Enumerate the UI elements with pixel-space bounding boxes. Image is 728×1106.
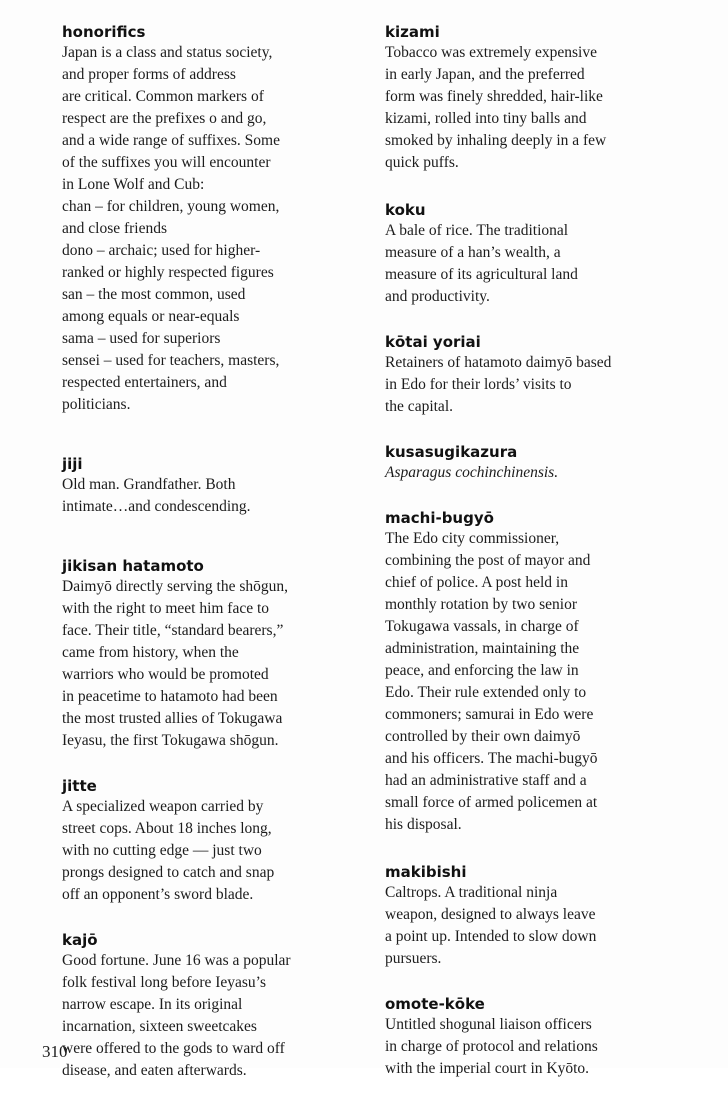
definition-line: came from history, when the bbox=[62, 644, 239, 661]
definition-line: Tobacco was extremely expensive bbox=[385, 44, 597, 61]
definition-line: a point up. Intended to slow down bbox=[385, 928, 597, 945]
definition-line: sama – used for superiors bbox=[62, 330, 221, 347]
glossary-entry bbox=[385, 442, 678, 484]
definition-line: had an administrative staff and a bbox=[385, 772, 587, 789]
definition-line: and close friends bbox=[62, 220, 168, 237]
definition-line: weapon, designed to always leave bbox=[385, 906, 596, 923]
glossary-entry bbox=[62, 776, 355, 906]
entry-definition bbox=[62, 950, 355, 1082]
definition-line: Tokugawa vassals, in charge of bbox=[385, 618, 579, 635]
definition-line: dono – archaic; used for higher- bbox=[62, 242, 261, 259]
definition-line: with the right to meet him face to bbox=[62, 600, 270, 617]
definition-line: in early Japan, and the preferred bbox=[385, 66, 585, 83]
definition-line: disease, and eaten afterwards. bbox=[62, 1062, 247, 1079]
definition-line: in charge of protocol and relations bbox=[385, 1038, 598, 1055]
definition-line: narrow escape. In its original bbox=[62, 996, 243, 1013]
glossary-entry bbox=[385, 994, 678, 1080]
definition-line: incarnation, sixteen sweetcakes bbox=[62, 1018, 257, 1035]
entry-term: honorifics bbox=[62, 23, 146, 41]
left-column bbox=[62, 22, 355, 1106]
entry-definition bbox=[62, 576, 355, 752]
glossary-entry bbox=[62, 22, 355, 416]
definition-line: respect are the prefixes o and go, bbox=[62, 110, 267, 127]
definition-line: smoked by inhaling deeply in a few bbox=[385, 132, 607, 149]
entry-definition bbox=[385, 1014, 678, 1080]
definition-line: folk festival long before Ieyasu’s bbox=[62, 974, 267, 991]
entry-definition bbox=[62, 474, 355, 518]
definition-line: administration, maintaining the bbox=[385, 640, 580, 657]
definition-line: Caltrops. A traditional ninja bbox=[385, 884, 558, 901]
entry-term: koku bbox=[385, 201, 426, 219]
definition-line: in Edo for their lords’ visits to bbox=[385, 376, 572, 393]
definition-line: street cops. About 18 inches long, bbox=[62, 820, 272, 837]
definition-line: The Edo city commissioner, bbox=[385, 530, 560, 547]
glossary-entry bbox=[385, 200, 678, 308]
definition-line: peace, and enforcing the law in bbox=[385, 662, 579, 679]
entry-definition bbox=[385, 462, 678, 484]
definition-line: kizami, rolled into tiny balls and bbox=[385, 110, 587, 127]
definition-line: A bale of rice. The traditional bbox=[385, 222, 569, 239]
definition-line: off an opponent’s sword blade. bbox=[62, 886, 254, 903]
definition-line: among equals or near-equals bbox=[62, 308, 240, 325]
definition-line: Daimyō directly serving the shōgun, bbox=[62, 578, 288, 595]
definition-line: the most trusted allies of Tokugawa bbox=[62, 710, 283, 727]
definition-line: politicians. bbox=[62, 396, 131, 413]
definition-line: and a wide range of suffixes. Some bbox=[62, 132, 280, 149]
definition-line: in Lone Wolf and Cub: bbox=[62, 176, 205, 193]
page-number: 310 bbox=[42, 1042, 68, 1061]
definition-line: Asparagus cochinchinensis. bbox=[385, 464, 559, 481]
definition-line: controlled by their own daimyō bbox=[385, 728, 581, 745]
entry-term: jikisan hatamoto bbox=[62, 557, 204, 575]
glossary-entry bbox=[62, 556, 355, 752]
definition-line: chan – for children, young women, bbox=[62, 198, 280, 215]
entry-term: omote-kōke bbox=[385, 995, 485, 1013]
entry-definition bbox=[385, 528, 678, 836]
entry-definition bbox=[385, 352, 678, 418]
definition-line: warriors who would be promoted bbox=[62, 666, 269, 683]
right-column bbox=[385, 22, 678, 1104]
definition-line: measure of a han’s wealth, a bbox=[385, 244, 561, 261]
definition-line: in peacetime to hatamoto had been bbox=[62, 688, 278, 705]
glossary-entry bbox=[62, 930, 355, 1082]
entry-definition bbox=[385, 220, 678, 308]
entry-term: kajō bbox=[62, 931, 98, 949]
definition-line: Japan is a class and status society, bbox=[62, 44, 273, 61]
definition-line: combining the post of mayor and bbox=[385, 552, 591, 569]
definition-line: his disposal. bbox=[385, 816, 462, 833]
definition-line: of the suffixes you will encounter bbox=[62, 154, 271, 171]
definition-line: Edo. Their rule extended only to bbox=[385, 684, 587, 701]
definition-line: Good fortune. June 16 was a popular bbox=[62, 952, 291, 969]
definition-line: chief of police. A post held in bbox=[385, 574, 568, 591]
definition-line: are critical. Common markers of bbox=[62, 88, 264, 105]
definition-line: form was finely shredded, hair-like bbox=[385, 88, 603, 105]
definition-line: and his officers. The machi-bugyō bbox=[385, 750, 598, 767]
definition-line: respected entertainers, and bbox=[62, 374, 227, 391]
entry-term: kusasugikazura bbox=[385, 443, 518, 461]
definition-line: san – the most common, used bbox=[62, 286, 246, 303]
glossary-entry bbox=[385, 862, 678, 970]
definition-line: prongs designed to catch and snap bbox=[62, 864, 275, 881]
definition-line: with the imperial court in Kyōto. bbox=[385, 1060, 590, 1077]
definition-line: were offered to the gods to ward off bbox=[62, 1040, 285, 1057]
definition-line: Old man. Grandfather. Both bbox=[62, 476, 236, 493]
entry-definition bbox=[385, 882, 678, 970]
definition-line: quick puffs. bbox=[385, 154, 459, 171]
definition-line: and proper forms of address bbox=[62, 66, 236, 83]
entry-definition bbox=[62, 42, 355, 416]
definition-line: ranked or highly respected figures bbox=[62, 264, 274, 281]
definition-line: Retainers of hatamoto daimyō based bbox=[385, 354, 612, 371]
glossary-entry bbox=[62, 454, 355, 518]
entry-term: jiji bbox=[62, 455, 83, 473]
entry-definition bbox=[385, 42, 678, 174]
definition-line: sensei – used for teachers, masters, bbox=[62, 352, 280, 369]
definition-line: A specialized weapon carried by bbox=[62, 798, 264, 815]
definition-line: pursuers. bbox=[385, 950, 442, 967]
definition-line: Ieyasu, the first Tokugawa shōgun. bbox=[62, 732, 279, 749]
entry-definition bbox=[62, 796, 355, 906]
entry-term: kizami bbox=[385, 23, 440, 41]
glossary-entry bbox=[385, 22, 678, 174]
definition-line: and productivity. bbox=[385, 288, 490, 305]
definition-line: measure of its agricultural land bbox=[385, 266, 578, 283]
glossary-entry bbox=[385, 332, 678, 418]
definition-line: the capital. bbox=[385, 398, 453, 415]
definition-line: monthly rotation by two senior bbox=[385, 596, 578, 613]
entry-term: jitte bbox=[62, 777, 97, 795]
glossary-entry bbox=[385, 508, 678, 836]
definition-line: Untitled shogunal liaison officers bbox=[385, 1016, 592, 1033]
definition-line: intimate…and condescending. bbox=[62, 498, 251, 515]
definition-line: face. Their title, “standard bearers,” bbox=[62, 622, 284, 639]
entry-term: makibishi bbox=[385, 863, 467, 881]
entry-term: kōtai yoriai bbox=[385, 333, 481, 351]
definition-line: with no cutting edge — just two bbox=[62, 842, 262, 859]
definition-line: small force of armed policemen at bbox=[385, 794, 598, 811]
definition-line: commoners; samurai in Edo were bbox=[385, 706, 594, 723]
entry-term: machi-bugyō bbox=[385, 509, 494, 527]
